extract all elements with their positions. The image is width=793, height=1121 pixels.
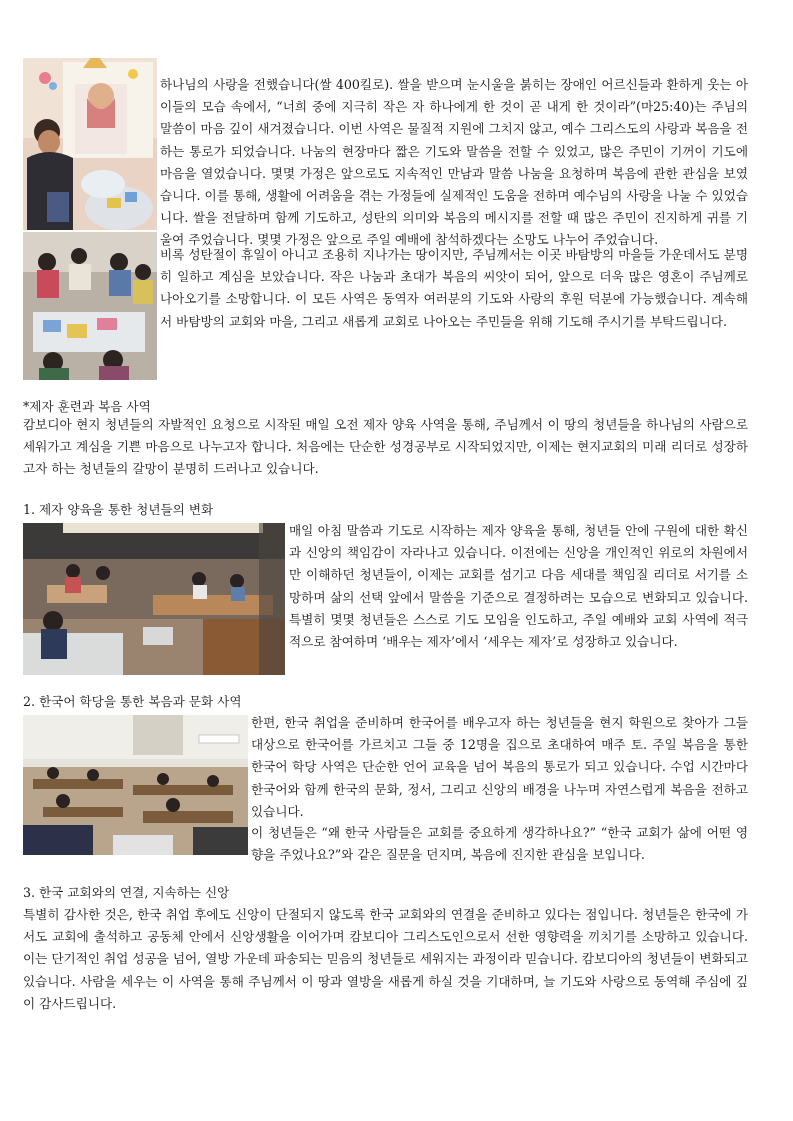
- intro-paragraph-1: 하나님의 사랑을 전했습니다(쌀 400킬로). 쌀을 받으며 눈시울을 붉히는 장애인 어르신들과 환하게 웃는 아이들의 모습 속에서, “너희 중에 지극히 작은 자 하나에게 한 것이 곧 내게 한 것이라”(마25:40)는 주님의 말씀이 마음 깊이 새겨졌습니다. 이번 사역은 물질적 지원에 그치지 않고, 예수 그리스도의 사랑과 복음을 전하는 통로가 되었습니다. 나눔의 현장마다 짧은 기도와 말씀을 전할 수 있었고, 많은 주민이 기꺼이 기도에 마음을 열었습니다. 몇몇 가정은 앞으로도 지속적인 만남과 말씀 나눔을 요청하며 복음에 관한 관심을 보였습니다. 이를 통해, 생활에 어려움을 겪는 가정들에 실제적인 도움을 전하며 예수님의 사랑을 나눌 수 있었습니다. 쌀을 전달하며 함께 기도하고, 성탄의 의미와 복음의 메시지를 전할 때 많은 주민이 진지하게 귀를 기울여 주었습니다. 몇몇 가정은 앞으로 주일 예배에 참석하겠다는 소망도 나누어 주었습니다.: [160, 77, 748, 248]
- photo-korean-class: [23, 715, 248, 855]
- intro-paragraph-2: 비록 성탄절이 휴일이 아니고 조용히 지나가는 땅이지만, 주님께서는 이곳 바탐방의 마을들 가운데서도 분명히 일하고 계심을 보았습니다. 작은 나눔과 초대가 복음의 씨앗이 되어, 앞으로 더욱 많은 영혼이 주님께로 나아오기를 소망합니다. 이 모든 사역은 동역자 여러분의 기도와 사랑의 후원 덕분에 가능했습니다. 계속해서 바탐방의 교회와 마을, 그리고 새롭게 교회로 나아오는 주민들을 위해 기도해 주시기를 부탁드립니다.: [160, 247, 748, 329]
- disciple-heading: *제자 훈련과 복음 사역: [23, 399, 151, 414]
- photo-children-gathering: [23, 232, 157, 380]
- section-2-heading: 2. 한국어 학당을 통한 복음과 문화 사역: [23, 694, 242, 709]
- section-3-heading: 3. 한국 교회와의 연결, 지속하는 신앙: [23, 885, 230, 900]
- section-3-paragraph: 특별히 감사한 것은, 한국 취업 후에도 신앙이 단절되지 않도록 한국 교회와의 연결을 준비하고 있다는 점입니다. 청년들은 한국에 가서도 교회에 출석하고 공동체 안에서 신앙생활을 이어가며 캄보디아 그리스도인으로서 선한 영향력을 끼치기를 소망하고 있습니다. 이는 단기적인 취업 성공을 넘어, 열방 가운데 파송되는 믿음의 청년들로 세워지는 과정이라 믿습니다. 캄보디아의 청년들이 변화되고 있습니다. 사람을 세우는 이 사역을 통해 주님께서 이 땅과 열방을 새롭게 하실 것을 기대하며, 늘 기도와 사랑으로 동역해 주심에 깊이 감사드립니다.: [23, 907, 748, 1011]
- section-2-paragraph-1: 한편, 한국 취업을 준비하며 한국어를 배우고자 하는 청년들을 현지 학원으로 찾아가 그들 대상으로 한국어를 가르치고 그들 중 12명을 집으로 초대하여 매주 토. 주일 복음을 통한 한국어 학당 사역은 단순한 언어 교육을 넘어 복음의 통로가 되고 있습니다. 수업 시간마다 한국어와 함께 한국의 문화, 정서, 그리고 신앙의 배경을 나누며 자연스럽게 복음을 전하고 있습니다.: [251, 715, 748, 819]
- photo-rice-distribution: [23, 58, 157, 230]
- disciple-paragraph: 캄보디아 현지 청년들의 자발적인 요청으로 시작된 매일 오전 제자 양육 사역을 통해, 주님께서 이 땅의 청년들을 하나님의 사람으로 세워가고 계심을 기쁜 마음으로 나누고자 합니다. 처음에는 단순한 성경공부로 시작되었지만, 이제는 현지교회의 미래 리더로 성장하고자 하는 청년들의 갈망이 분명히 드러나고 있습니다.: [23, 417, 748, 477]
- photo-discipleship-class: [23, 523, 285, 675]
- section-2-paragraph-2: 이 청년들은 “왜 한국 사람들은 교회를 중요하게 생각하나요?” “한국 교회가 삶에 어떤 영향을 주었나요?”와 같은 질문을 던지며, 복음에 진지한 관심을 보입니다.: [251, 825, 748, 863]
- section-1-paragraph: 매일 아침 말씀과 기도로 시작하는 제자 양육을 통해, 청년들 안에 구원에 대한 확신과 신앙의 책임감이 자라나고 있습니다. 이전에는 신앙을 개인적인 위로의 차원에서만 이해하던 청년들이, 이제는 교회를 섬기고 다음 세대를 책임질 리더로 서기를 소망하며 삶의 선택 앞에서 말씀을 기준으로 결정하려는 모습으로 변화되고 있습니다. 특별히 몇몇 청년들은 스스로 기도 모임을 인도하고, 주일 예배와 교회 사역에 적극적으로 참여하며 ‘배우는 제자’에서 ‘세우는 제자’로 성장하고 있습니다.: [289, 523, 748, 650]
- section-1-heading: 1. 제자 양육을 통한 청년들의 변화: [23, 502, 214, 517]
